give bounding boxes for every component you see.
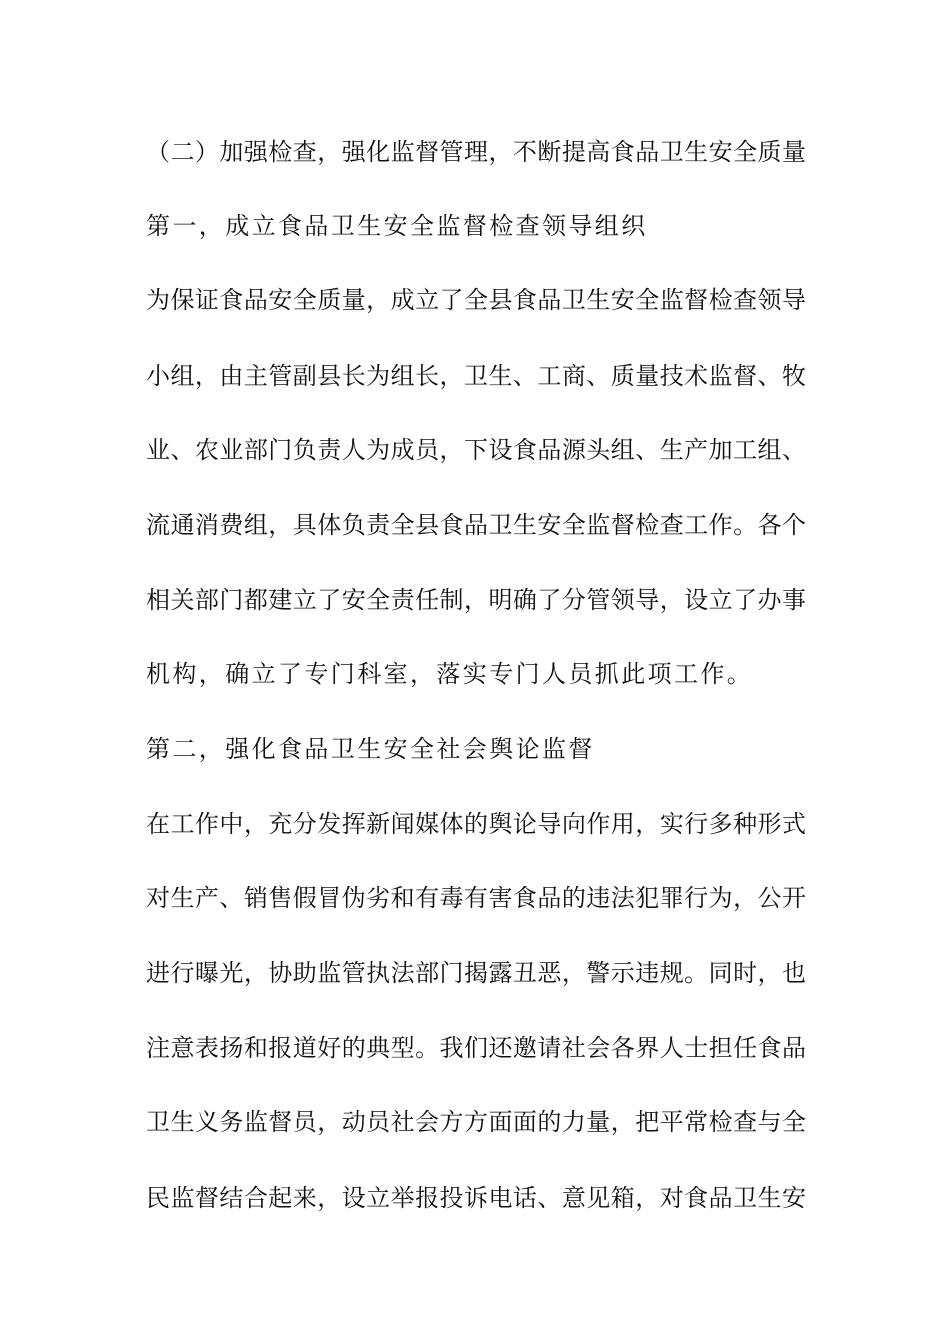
section-heading: （二）加强检查，强化监督管理，不断提高食品卫生安全质量 [146,138,806,166]
paragraph-line: 对生产、销售假冒伪劣和有毒有害食品的违法犯罪行为，公开 [146,884,806,912]
paragraph-line: 卫生义务监督员，动员社会方方面面的力量，把平常检查与全 [146,1108,806,1136]
paragraph-line: 为保证食品安全质量，成立了全县食品卫生安全监督检查领导 [146,286,806,314]
subheading-second: 第二，强化食品卫生安全社会舆论监督 [146,735,595,763]
paragraph-line: 业、农业部门负责人为成员，下设食品源头组、生产加工组、 [146,436,806,464]
paragraph-line: 小组，由主管副县长为组长，卫生、工商、质量技术监督、牧 [146,362,806,390]
paragraph-line: 注意表扬和报道好的典型。我们还邀请社会各界人士担任食品 [146,1034,806,1062]
paragraph-line: 进行曝光，协助监管执法部门揭露丑恶，警示违规。同时，也 [146,959,806,987]
subheading-first: 第一，成立食品卫生安全监督检查领导组织 [146,212,648,240]
paragraph-line: 在工作中，充分发挥新闻媒体的舆论导向作用，实行多种形式 [146,810,806,838]
paragraph-line: 流通消费组，具体负责全县食品卫生安全监督检查工作。各个 [146,511,806,539]
paragraph-line: 机构，确立了专门科室，落实专门人员抓此项工作。 [146,660,754,688]
paragraph-line: 民监督结合起来，设立举报投诉电话、意见箱，对食品卫生安 [146,1184,806,1212]
paragraph-line: 相关部门都建立了安全责任制，明确了分管领导，设立了办事 [146,586,806,614]
